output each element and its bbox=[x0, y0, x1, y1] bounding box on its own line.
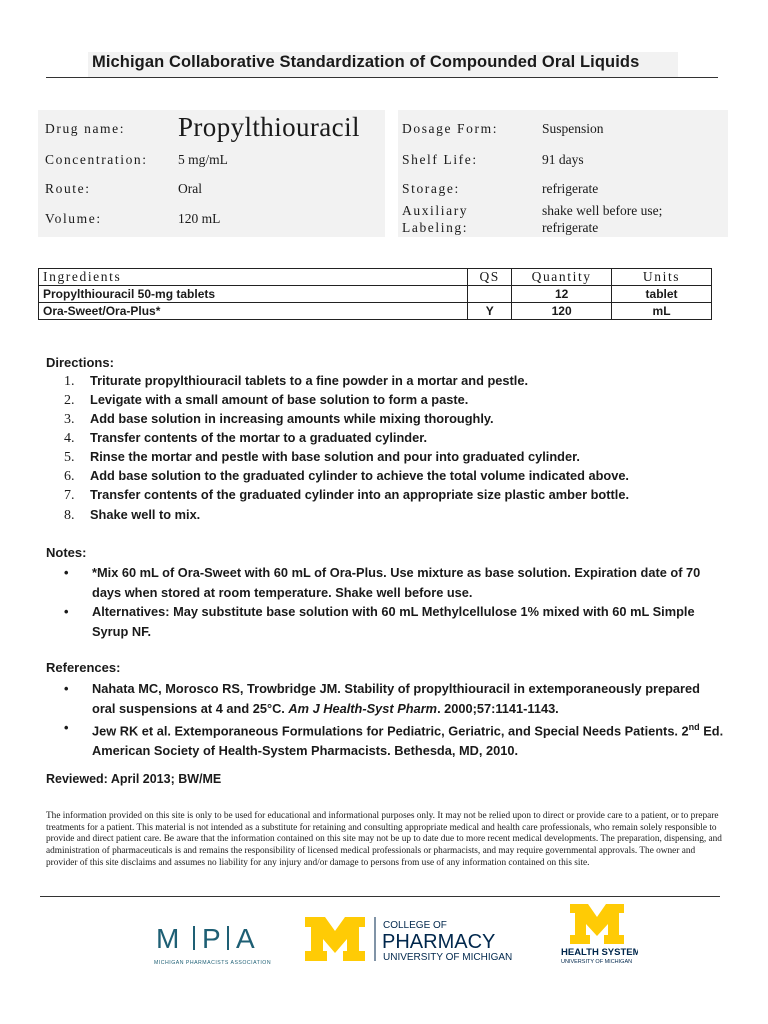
step-text: Levigate with a small amount of base solution to form a paste. bbox=[90, 392, 469, 407]
university-text: UNIVERSITY OF MICHIGAN bbox=[383, 952, 513, 963]
ingredient-qs: Y bbox=[468, 303, 512, 320]
dosage-info-panel bbox=[398, 110, 728, 237]
reference-journal: Am J Health-Syst Pharm bbox=[288, 700, 438, 716]
bullet-icon: • bbox=[64, 681, 69, 696]
step-text: Transfer contents of the graduated cylinder into an appropriate size plastic amber bottle. bbox=[90, 487, 630, 502]
ingredient-units: tablet bbox=[612, 286, 712, 303]
direction-step bbox=[64, 392, 468, 409]
reference-volume: . 2000;57:1141-1143. bbox=[437, 700, 559, 716]
step-number: 6. bbox=[64, 469, 75, 484]
storage-label: Storage: bbox=[402, 181, 460, 196]
mpa-letter-m: M bbox=[156, 923, 182, 954]
volume-label: Volume: bbox=[45, 211, 102, 226]
header-units: Units bbox=[612, 269, 712, 286]
step-text: Triturate propylthiouracil tablets to a fine powder in a mortar and pestle. bbox=[90, 373, 529, 388]
step-number: 5. bbox=[64, 450, 75, 465]
drug-name-label: Drug name: bbox=[45, 121, 126, 136]
mpa-letter-p: P bbox=[202, 923, 221, 954]
reference-text bbox=[92, 679, 724, 718]
ingredients-table bbox=[38, 268, 712, 320]
note-text: *Mix 60 mL of Ora-Sweet with 60 mL of Ora-Plus. Use mixture as base solution. Expiration date of 70 days when stored at room temperature. Shake well before use. bbox=[92, 565, 701, 600]
header-ingredients: Ingredients bbox=[39, 269, 468, 286]
block-m-icon bbox=[570, 904, 624, 944]
references-heading: References: bbox=[46, 660, 121, 675]
note-item bbox=[64, 602, 724, 641]
table-header-row bbox=[39, 269, 712, 286]
bullet-icon: • bbox=[64, 604, 69, 619]
mpa-logo-graphic bbox=[150, 918, 290, 968]
mpa-caption: MICHIGAN PHARMACISTS ASSOCIATION bbox=[154, 960, 272, 966]
reference-publisher: Ed. American Society of Health-System Pharmacists. Bethesda, MD, 2010. bbox=[92, 723, 724, 758]
storage-value: refrigerate bbox=[542, 181, 599, 196]
direction-step bbox=[64, 449, 580, 466]
health-system-graphic bbox=[558, 903, 638, 968]
reference-item bbox=[64, 718, 724, 760]
disclaimer-text: The information provided on this site is only to be used for educational and informational purposes only. It may not be relied upon to direct or provide care to a patient, or to prepare treatments for a patient. This material is not intended as a substitute for retaining and consulting appropriate medical and health care professionals, who remain solely responsible to provide and direct patient care. Be aware that the information contained on this site may not be up to date due to more recent medical developments. The preparation, dispensing, and administration of pharmaceuticals is and remains the responsibility of licensed medical professionals or pharmacists, and may require governmental approvals. The owner and provider of this site disclaims and assumes no liability for any injury and/or damage to persons from use of any information contained on this site. bbox=[46, 811, 722, 868]
direction-step bbox=[64, 468, 629, 485]
notes-heading: Notes: bbox=[46, 545, 87, 560]
step-text: Shake well to mix. bbox=[90, 507, 201, 522]
note-text: Alternatives: May substitute base solution with 60 mL Methylcellulose 1% mixed with 60 mL Simple Syrup NF. bbox=[92, 604, 695, 639]
step-number: 4. bbox=[64, 431, 75, 446]
college-of-pharmacy-logo bbox=[303, 913, 543, 968]
step-number: 2. bbox=[64, 393, 75, 408]
step-number: 8. bbox=[64, 508, 75, 523]
mpa-letter-a: A bbox=[236, 923, 255, 954]
bullet-icon: • bbox=[64, 565, 69, 580]
note-item bbox=[64, 563, 724, 602]
ingredient-name: Propylthiouracil 50-mg tablets bbox=[39, 286, 468, 303]
step-text: Transfer contents of the mortar to a graduated cylinder. bbox=[90, 430, 428, 445]
health-system-logo bbox=[558, 903, 638, 968]
direction-step bbox=[64, 373, 528, 390]
auxiliary-value-line1: shake well before use; bbox=[542, 203, 663, 218]
auxiliary-value-line2: refrigerate bbox=[542, 220, 599, 235]
shelf-life-label: Shelf Life: bbox=[402, 152, 478, 167]
step-text: Add base solution in increasing amounts while mixing thoroughly. bbox=[90, 411, 494, 426]
volume-value: 120 mL bbox=[178, 211, 221, 226]
step-number: 1. bbox=[64, 374, 75, 389]
title-divider bbox=[46, 77, 718, 78]
ingredient-quantity: 12 bbox=[512, 286, 612, 303]
pharmacy-text: PHARMACY bbox=[382, 931, 496, 953]
route-value: Oral bbox=[178, 181, 202, 196]
concentration-label: Concentration: bbox=[45, 152, 148, 167]
health-university-text: UNIVERSITY OF MICHIGAN bbox=[561, 959, 633, 965]
step-text: Rinse the mortar and pestle with base solution and pour into graduated cylinder. bbox=[90, 449, 580, 464]
ingredient-units: mL bbox=[612, 303, 712, 320]
step-number: 3. bbox=[64, 412, 75, 427]
reference-citation: Jew RK et al. Extemporaneous Formulations for Pediatric, Geriatric, and Special Needs Patients. 2 bbox=[92, 723, 689, 739]
step-number: 7. bbox=[64, 488, 75, 503]
mpa-logo bbox=[150, 918, 290, 968]
auxiliary-label-line2: Labeling: bbox=[402, 220, 469, 235]
directions-heading: Directions: bbox=[46, 355, 114, 370]
shelf-life-value: 91 days bbox=[542, 152, 584, 167]
ingredient-quantity: 120 bbox=[512, 303, 612, 320]
footer-divider bbox=[40, 896, 720, 897]
table-row bbox=[39, 286, 712, 303]
ingredient-qs bbox=[468, 286, 512, 303]
health-system-text: HEALTH SYSTEM bbox=[561, 947, 638, 958]
direction-step bbox=[64, 487, 629, 504]
dosage-form-label: Dosage Form: bbox=[402, 121, 499, 136]
drug-info-panel bbox=[38, 110, 385, 237]
college-of-text: COLLEGE OF bbox=[383, 920, 447, 931]
step-text: Add base solution to the graduated cylinder to achieve the total volume indicated above. bbox=[90, 468, 629, 483]
direction-step bbox=[64, 507, 200, 524]
reference-text bbox=[92, 718, 724, 760]
direction-step bbox=[64, 430, 427, 447]
block-m-logo bbox=[303, 913, 543, 968]
reviewed-note: Reviewed: April 2013; BW/ME bbox=[46, 772, 222, 786]
drug-name: Propylthiouracil bbox=[178, 112, 360, 142]
reference-superscript: nd bbox=[688, 722, 700, 732]
ingredient-name: Ora-Sweet/Ora-Plus* bbox=[39, 303, 468, 320]
concentration-value: 5 mg/mL bbox=[178, 152, 228, 167]
dosage-form-value: Suspension bbox=[542, 121, 604, 136]
reference-item bbox=[64, 679, 724, 718]
table-row bbox=[39, 303, 712, 320]
bullet-icon: • bbox=[64, 720, 69, 735]
header-quantity: Quantity bbox=[512, 269, 612, 286]
route-label: Route: bbox=[45, 181, 91, 196]
page-title: Michigan Collaborative Standardization of Compounded Oral Liquids bbox=[92, 53, 640, 71]
direction-step bbox=[64, 411, 494, 428]
header-qs: QS bbox=[468, 269, 512, 286]
reference-citation: Nahata MC, Morosco RS, Trowbridge JM. Stability of propylthiouracil in extemporaneously prepared oral suspensions at 4 and 25°C. bbox=[92, 681, 700, 716]
block-m-icon bbox=[305, 917, 365, 961]
auxiliary-label-line1: Auxiliary bbox=[402, 203, 469, 218]
